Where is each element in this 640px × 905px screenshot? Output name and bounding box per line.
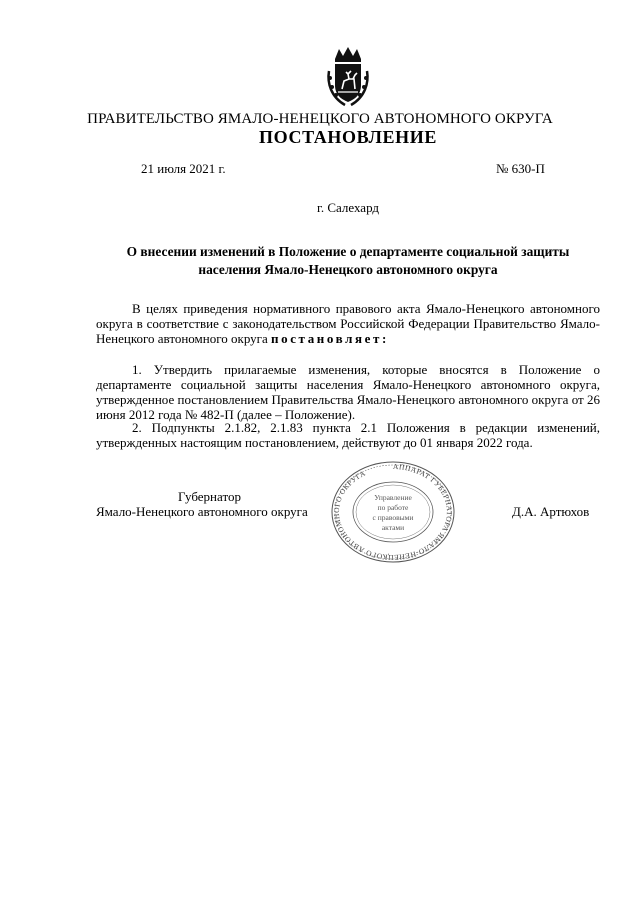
- official-stamp-icon: [330, 460, 456, 564]
- document-number: № 630-П: [496, 161, 545, 176]
- signatory-position-line-2: Ямало-Ненецкого автономного округа: [96, 504, 308, 519]
- document-type: ПОСТАНОВЛЕНИЕ: [259, 127, 437, 147]
- stamp-ring-text: АППАРАТ ГУБЕРНАТОРА ЯМАЛО-НЕНЕЦКОГО АВТОНОМНОГО ОКРУГА: [331, 461, 455, 563]
- signatory-position-line-1: Губернатор: [178, 489, 241, 504]
- coat-of-arms-icon: [325, 45, 371, 107]
- svg-text:с правовыми: с правовыми: [372, 513, 414, 522]
- document-title: О внесении изменений в Положение о департаменте социальной защиты населения Ямало-Ненецкого автономного округа: [126, 244, 570, 277]
- item-2-paragraph: [96, 420, 600, 450]
- item-1-paragraph: [96, 362, 600, 422]
- document-date: 21 июля 2021 г.: [141, 161, 226, 176]
- document-city: г. Салехард: [316, 200, 380, 215]
- svg-text:актами: актами: [381, 523, 405, 532]
- decree-word: постановляет:: [271, 331, 389, 346]
- svg-text:Управление: Управление: [374, 493, 412, 502]
- item-1-text: 1. Утвердить прилагаемые изменения, которые вносятся в Положение о департаменте социальной защиты населения Ямало-Ненецкого автономного округа, утвержденное постановлением Правительства Ямало-Ненецкого автономного округа от 26 июня 2012 года № 482-П (далее – Положение).: [96, 362, 600, 422]
- preamble-text: В целях приведения нормативного правового акта Ямало-Ненецкого автономного округа в соответствие с законодательством Российской Федерации Правительство Ямало-Ненецкого автономного округа: [96, 301, 600, 346]
- organization-name: ПРАВИТЕЛЬСТВО ЯМАЛО-НЕНЕЦКОГО АВТОНОМНОГО ОКРУГА: [87, 111, 553, 127]
- preamble-paragraph: [96, 301, 600, 346]
- item-2-text: 2. Подпункты 2.1.82, 2.1.83 пункта 2.1 Положения в редакции изменений, утвержденных настоящим постановлением, действуют до 01 января 2022 года.: [96, 420, 600, 450]
- svg-text:по работе: по работе: [377, 503, 409, 512]
- signatory-name: Д.А. Артюхов: [512, 504, 590, 519]
